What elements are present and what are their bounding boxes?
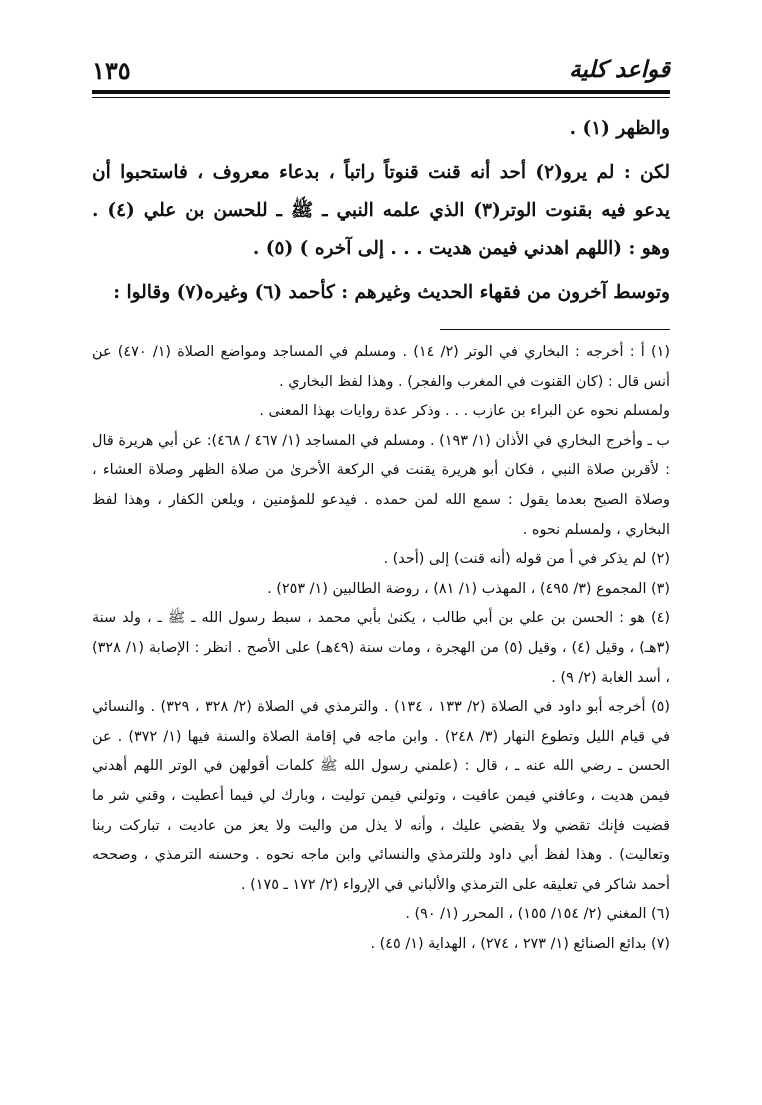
footnote-separator xyxy=(440,329,670,330)
footnote: (٣) المجموع (٣/ ٤٩٥) ، المهذب (١/ ٨١) ، روضة الطالبين (١/ ٢٥٣) . xyxy=(267,580,670,597)
footnote: (٤) هو : الحسن بن علي بن أبي طالب ، يكنىٰ بأبي محمد ، سبط رسول الله ـ ﷺ ـ ، ولد سنة (٣هـ) ، وقيل (٤) ، وقيل (٥) من الهجرة ، ومات سنة (٤٩هـ) على الأصح . انظر : الإصابة (١/ ٣٢٨) ، أسد الغابة (٢/ ٩) . xyxy=(92,610,670,686)
header-rule-thin xyxy=(92,97,670,98)
page-number: ١٣٥ xyxy=(92,56,131,85)
body-paragraph: لكن : لم يرو(٢) أحد أنه قنت قنوتاً راتباً ، بدعاء معروف ، فاستحبوا أن يدعو فيه بقنوت الوتر(٣) الذي علمه النبي ـ ﷺ ـ للحسن بن علي (٤) . وهو : (اللهم اهدني فيمن هديت . . . إلى آخره ) (٥) . xyxy=(92,162,670,259)
footnote: ولمسلم نحوه عن البراء بن عازب . . . وذكر عدة روايات بهذا المعنى . xyxy=(259,403,670,420)
body-paragraph: والظهر (١) . xyxy=(569,118,670,139)
main-text xyxy=(92,110,670,312)
body-paragraph: وتوسط آخرون من فقهاء الحديث وغيرهم : كأحمد (٦) وغيره(٧) وقالوا : xyxy=(113,282,670,303)
footnote: (٢) لم يذكر في أ من قوله (أنه قنت) إلى (أحد) . xyxy=(383,551,670,568)
footnote: ب ـ وأخرج البخاري في الأذان (١/ ١٩٣) . ومسلم في المساجد (١/ ٤٦٧ / ٤٦٨): عن أبي هريرة قال : لأقربن صلاة النبي ، فكان أبو هريرة يقنت في الركعة الأخرىٰ من صلاة الظهر وصلاة العشاء ، وصلاة الصبح بعدما يقول : سمع الله لمن حمده . فيدعو للمؤمنين ، ويلعن الكفار ، وهذا لفظ البخاري ، ولمسلم نحوه . xyxy=(92,432,670,538)
header-rule-thick xyxy=(92,90,670,94)
footnote: (٥) أخرجه أبو داود في الصلاة (٢/ ١٣٣ ، ١٣٤) . والترمذي في الصلاة (٢/ ٣٢٨ ، ٣٢٩) . والنسائي في قيام الليل وتطوع النهار (٣/ ٢٤٨) . وابن ماجه في إقامة الصلاة والسنة فيها (١/ ٣٧٢) . عن الحسن ـ رضي الله عنه ـ ، قال : (علمني رسول الله ﷺ كلمات أقولهن في الوتر اللهم أهدني فيمن هديت ، وعافني فيمن عافيت ، وتولني فيمن توليت ، وبارك لي فيما أعطيت ، وقني شر ما قضيت فإنك تقضي ولا يقضي عليك ، وأنه لا يذل من واليت ولا يعز من عاديت ، تباركت ربنا وتعاليت) . وهذا لفظ أبي داود وللترمذي والنسائي وابن ماجه نحوه . وحسنه الترمذي ، وصححه أحمد شاكر في تعليقه على الترمذي والألباني في الإرواء (٢/ ١٧٢ ـ ١٧٥) . xyxy=(92,699,670,893)
running-title: قواعد كلية xyxy=(569,56,670,83)
footnotes xyxy=(92,338,670,959)
footnote: (١) أ : أخرجه : البخاري في الوتر (٢/ ١٤) . ومسلم في المساجد ومواضع الصلاة (١/ ٤٧٠) عن أنس قال : (كان القنوت في المغرب والفجر) . وهذا لفظ البخاري . xyxy=(92,344,670,390)
footnote: (٧) بدائع الصنائع (١/ ٢٧٣ ، ٢٧٤) ، الهداية (١/ ٤٥) . xyxy=(370,935,670,952)
footnote: (٦) المغني (٢/ ١٥٤/ ١٥٥) ، المحرر (١/ ٩٠) . xyxy=(405,906,670,923)
